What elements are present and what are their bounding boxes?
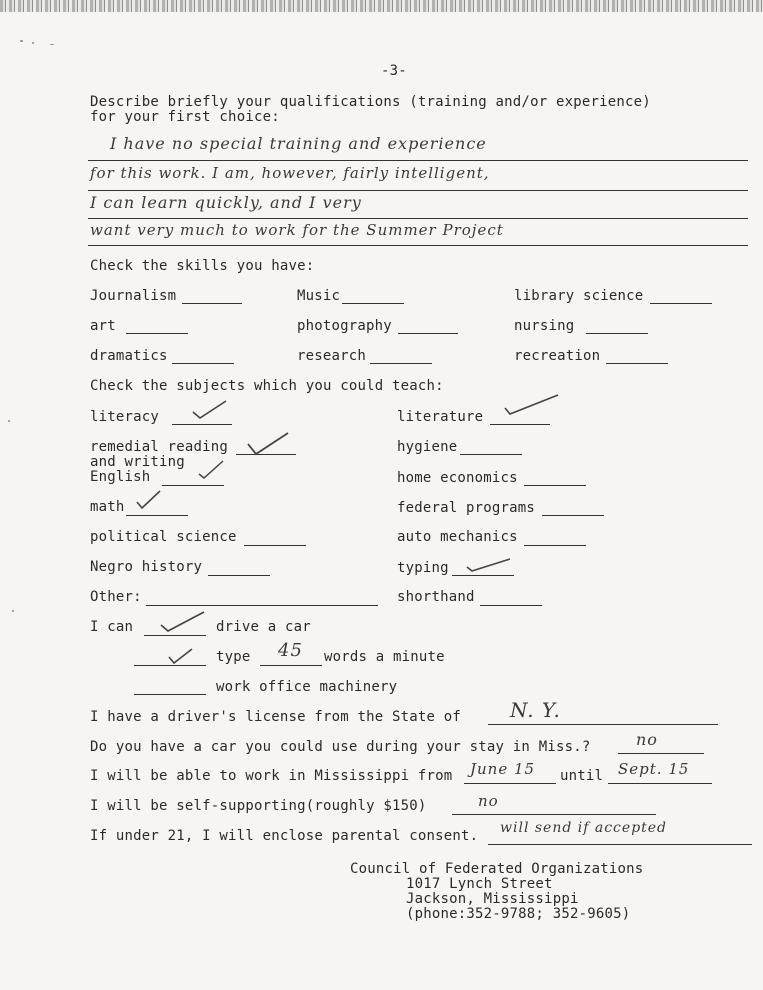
car-question-label: Do you have a car you could use during your stay in Miss.? (90, 739, 591, 755)
skill-art-label: art (90, 318, 116, 334)
self-supporting-blank[interactable] (452, 814, 656, 815)
work-until-value: Sept. 15 (618, 760, 690, 778)
self-supporting-label: I will be self-supporting(roughly $150) (90, 798, 427, 814)
car-answer-blank[interactable] (618, 753, 704, 754)
skill-recreation-blank[interactable] (606, 363, 668, 364)
scan-speck (12, 610, 14, 612)
subject-other-blank[interactable] (146, 605, 378, 606)
subject-hygiene-label: hygiene (397, 439, 458, 455)
answer-rule (88, 218, 748, 219)
wpm-value: 45 (278, 640, 303, 661)
subject-auto-mechanics-blank[interactable] (524, 545, 586, 546)
skill-photography-label: photography (297, 318, 392, 334)
type-label: type (216, 649, 251, 665)
skill-recreation-label: recreation (514, 348, 601, 364)
subject-federal-programs-blank[interactable] (542, 515, 604, 516)
skill-research-label: research (297, 348, 367, 364)
address-street: 1017 Lynch Street (406, 876, 553, 892)
license-state-blank[interactable] (488, 724, 718, 725)
qualifications-answer-line2: for this work. I am, however, fairly intelligent, (90, 164, 490, 182)
wpm-label: words a minute (324, 649, 445, 665)
parental-consent-value: will send if accepted (500, 820, 668, 836)
work-from-value: June 15 (470, 760, 536, 778)
skill-art-blank[interactable] (126, 333, 188, 334)
qualifications-prompt-line1: Describe briefly your qualifications (training and/or experience) (90, 94, 651, 110)
parental-consent-blank[interactable] (488, 844, 752, 845)
skill-photography-blank[interactable] (398, 333, 458, 334)
skill-library-science-blank[interactable] (650, 303, 712, 304)
subject-federal-programs-label: federal programs (397, 500, 536, 516)
subject-political-science-blank[interactable] (244, 545, 306, 546)
office-machinery-label: work office machinery (216, 679, 398, 695)
office-machinery-blank[interactable] (134, 694, 206, 695)
subject-english-label: English (90, 469, 151, 485)
skills-heading: Check the skills you have: (90, 258, 315, 274)
address-city: Jackson, Mississippi (406, 891, 579, 907)
subject-auto-mechanics-label: auto mechanics (397, 529, 518, 545)
subject-other-label: Other: (90, 589, 142, 605)
i-can-label: I can (90, 619, 134, 635)
checkmark-icon (134, 488, 164, 512)
checkmark-icon (158, 609, 208, 635)
subject-remedial-reading-label2: and writing (90, 454, 185, 470)
qualifications-answer-line3: I can learn quickly, and I very (90, 193, 362, 212)
address-org: Council of Federated Organizations (350, 861, 644, 877)
checkmark-icon (464, 553, 514, 577)
skill-dramatics-label: dramatics (90, 348, 168, 364)
checkmark-icon (502, 392, 562, 418)
qualifications-answer-line1: I have no special training and experience (110, 134, 487, 153)
work-until-blank[interactable] (608, 783, 712, 784)
subject-shorthand-blank[interactable] (480, 605, 542, 606)
scan-speck (20, 40, 23, 42)
work-until-label: until (560, 768, 604, 784)
skill-journalism-blank[interactable] (182, 303, 242, 304)
answer-rule (88, 190, 748, 191)
subject-math-label: math (90, 499, 125, 515)
skill-music-blank[interactable] (342, 303, 404, 304)
checkmark-icon (244, 430, 294, 458)
drive-car-label: drive a car (216, 619, 311, 635)
subject-typing-label: typing (397, 560, 449, 576)
subject-home-economics-blank[interactable] (524, 485, 586, 486)
scan-speck (50, 44, 54, 45)
skill-music-label: Music (297, 288, 341, 304)
checkmark-icon (196, 458, 226, 482)
self-supporting-value: no (478, 792, 499, 810)
checkmark-icon (190, 398, 230, 424)
skill-library-science-label: library science (514, 288, 644, 304)
qualifications-prompt-line2: for your first choice: (90, 109, 280, 125)
subject-home-economics-label: home economics (397, 470, 518, 486)
skill-dramatics-blank[interactable] (172, 363, 234, 364)
drive-car-blank[interactable] (144, 635, 206, 636)
qualifications-answer-line4: want very much to work for the Summer Project (90, 221, 504, 239)
skill-research-blank[interactable] (370, 363, 432, 364)
skill-nursing-label: nursing (514, 318, 575, 334)
work-from-label: I will be able to work in Mississippi from (90, 768, 453, 784)
checkmark-icon (166, 643, 196, 667)
answer-rule (88, 160, 748, 161)
scan-speck (8, 420, 10, 422)
car-answer-value: no (636, 730, 658, 749)
parental-consent-label: If under 21, I will enclose parental consent. (90, 828, 479, 844)
address-phone: (phone:352-9788; 352-9605) (406, 906, 631, 922)
subject-english-blank[interactable] (162, 485, 224, 486)
subject-political-science-label: political science (90, 529, 237, 545)
subject-negro-history-label: Negro history (90, 559, 203, 575)
subject-remedial-reading-label: remedial reading (90, 439, 229, 455)
subject-shorthand-label: shorthand (397, 589, 475, 605)
skill-nursing-blank[interactable] (586, 333, 648, 334)
subject-math-blank[interactable] (126, 515, 188, 516)
subject-literature-blank[interactable] (490, 424, 550, 425)
subject-literature-label: literature (397, 409, 484, 425)
scan-speck (32, 42, 34, 44)
subject-literacy-label: literacy (90, 409, 160, 425)
license-state-value: N. Y. (510, 698, 561, 722)
subject-negro-history-blank[interactable] (208, 575, 270, 576)
subjects-heading: Check the subjects which you could teach: (90, 378, 444, 394)
subject-literacy-blank[interactable] (172, 424, 232, 425)
wpm-blank[interactable] (260, 665, 322, 666)
scan-top-edge (0, 0, 763, 12)
page-number: -3- (381, 63, 407, 79)
work-from-blank[interactable] (464, 783, 556, 784)
answer-rule (88, 245, 748, 246)
license-label: I have a driver's license from the State of (90, 709, 462, 725)
skill-journalism-label: Journalism (90, 288, 177, 304)
subject-hygiene-blank[interactable] (460, 454, 522, 455)
